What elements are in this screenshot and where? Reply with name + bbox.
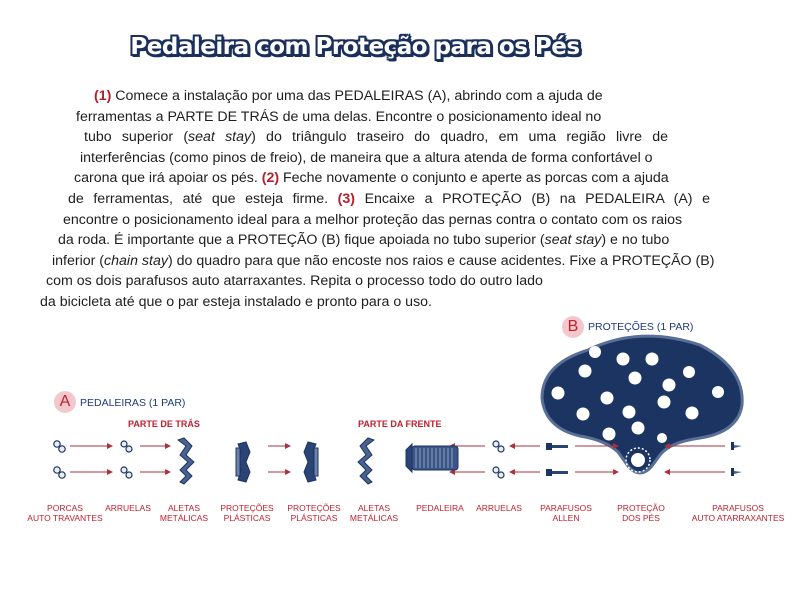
page-title: Pedaleira com Proteção para os Pés: [130, 34, 580, 60]
label-washers-left: ARRUELAS: [105, 503, 151, 513]
paragraph-text: seat stay: [544, 232, 602, 249]
label-foot-protection: PROTEÇÃO DOS PÉS: [617, 503, 665, 523]
self-tapping-screws: [731, 442, 742, 476]
paragraph-text: inferior (: [52, 252, 105, 269]
step-number: (3): [337, 190, 355, 207]
allen-screws: [546, 443, 568, 476]
metal-fins-right: [358, 438, 374, 484]
label-washers-right: ARRUELAS: [476, 503, 522, 513]
paragraph-text: seat stay: [188, 129, 252, 146]
label-allen-screws: PARAFUSOS ALLEN: [540, 503, 592, 523]
metal-fins-left: [178, 438, 194, 484]
paragraph-text: tubo superior (: [84, 129, 189, 146]
paragraph-text: Feche novamente o conjunto e aperte as porcas com a ajuda: [279, 170, 669, 187]
label-plastic-protections-right: PROTEÇÕES PLÁSTICAS: [287, 503, 341, 523]
label-metal-fins-left: ALETAS METÁLICAS: [159, 503, 209, 523]
plastic-protections-right: [304, 442, 318, 482]
step-number: (2): [261, 170, 280, 187]
paragraph-text: ) do triângulo traseiro do quadro, em uma região livre de: [251, 129, 669, 146]
paragraph-text: da roda. É importante que a PROTEÇÃO (B) fique apoiada no tubo superior (: [58, 232, 545, 249]
label-self-tapping-screws: PARAFUSOS AUTO ATARRAXANTES: [691, 503, 785, 523]
rear-part-header: PARTE DE TRÁS: [128, 419, 200, 429]
paragraph-text: Encaixe a PROTEÇÃO (B) na PEDALEIRA (A) e: [355, 190, 710, 207]
paragraph-text: ) e no tubo: [601, 232, 670, 249]
paragraph-text: da bicicleta até que o par esteja instalado e pronto para o uso.: [40, 293, 432, 310]
plastic-protections-left: [236, 442, 250, 482]
part-a-badge: A: [54, 391, 76, 413]
paragraph-text: Comece a instalação por uma das PEDALEIRAS (A), abrindo com a ajuda de: [111, 88, 603, 104]
label-plastic-protections-left: PROTEÇÕES PLÁSTICAS: [220, 503, 274, 523]
paragraph-text: com os dois parafusos auto atarraxantes. Repita o processo todo do outro lado: [46, 273, 543, 290]
front-part-header: PARTE DA FRENTE: [358, 419, 442, 429]
washers-left: [121, 441, 132, 478]
paragraph-text: ) do quadro para que não encoste nos raios e cause acidentes. Fixe a PROTEÇÃO (B): [167, 252, 715, 269]
label-metal-fins-right: ALETAS METÁLICAS: [349, 503, 399, 523]
lock-nuts: [54, 441, 65, 478]
part-a-caption: PEDALEIRAS (1 PAR): [80, 397, 186, 409]
label-footrest: PEDALEIRA: [416, 503, 464, 513]
washers-right: [493, 441, 504, 478]
paragraph-text: encontre o posicionamento ideal para a melhor proteção das pernas contra o contato com os raios: [63, 211, 683, 228]
paragraph-text: chain stay: [104, 252, 168, 269]
label-lock-nuts: PORCAS AUTO TRAVANTES: [27, 503, 103, 523]
foot-protection-shield: [542, 336, 742, 473]
footrest-body: [406, 444, 458, 472]
step-number: (1): [94, 88, 112, 104]
part-b-caption: PROTEÇÕES (1 PAR): [588, 321, 694, 333]
paragraph-text: ferramentas a PARTE DE TRÁS de uma delas. Encontre o posicionamento ideal no: [76, 108, 602, 125]
paragraph-text: carona que irá apoiar os pés.: [74, 170, 262, 187]
paragraph-text: de ferramentas, até que esteja firme.: [68, 190, 338, 207]
part-b-badge: B: [562, 316, 584, 338]
paragraph-text: interferências (como pinos de freio), de maneira que a altura atenda de forma confortável o: [80, 149, 653, 166]
